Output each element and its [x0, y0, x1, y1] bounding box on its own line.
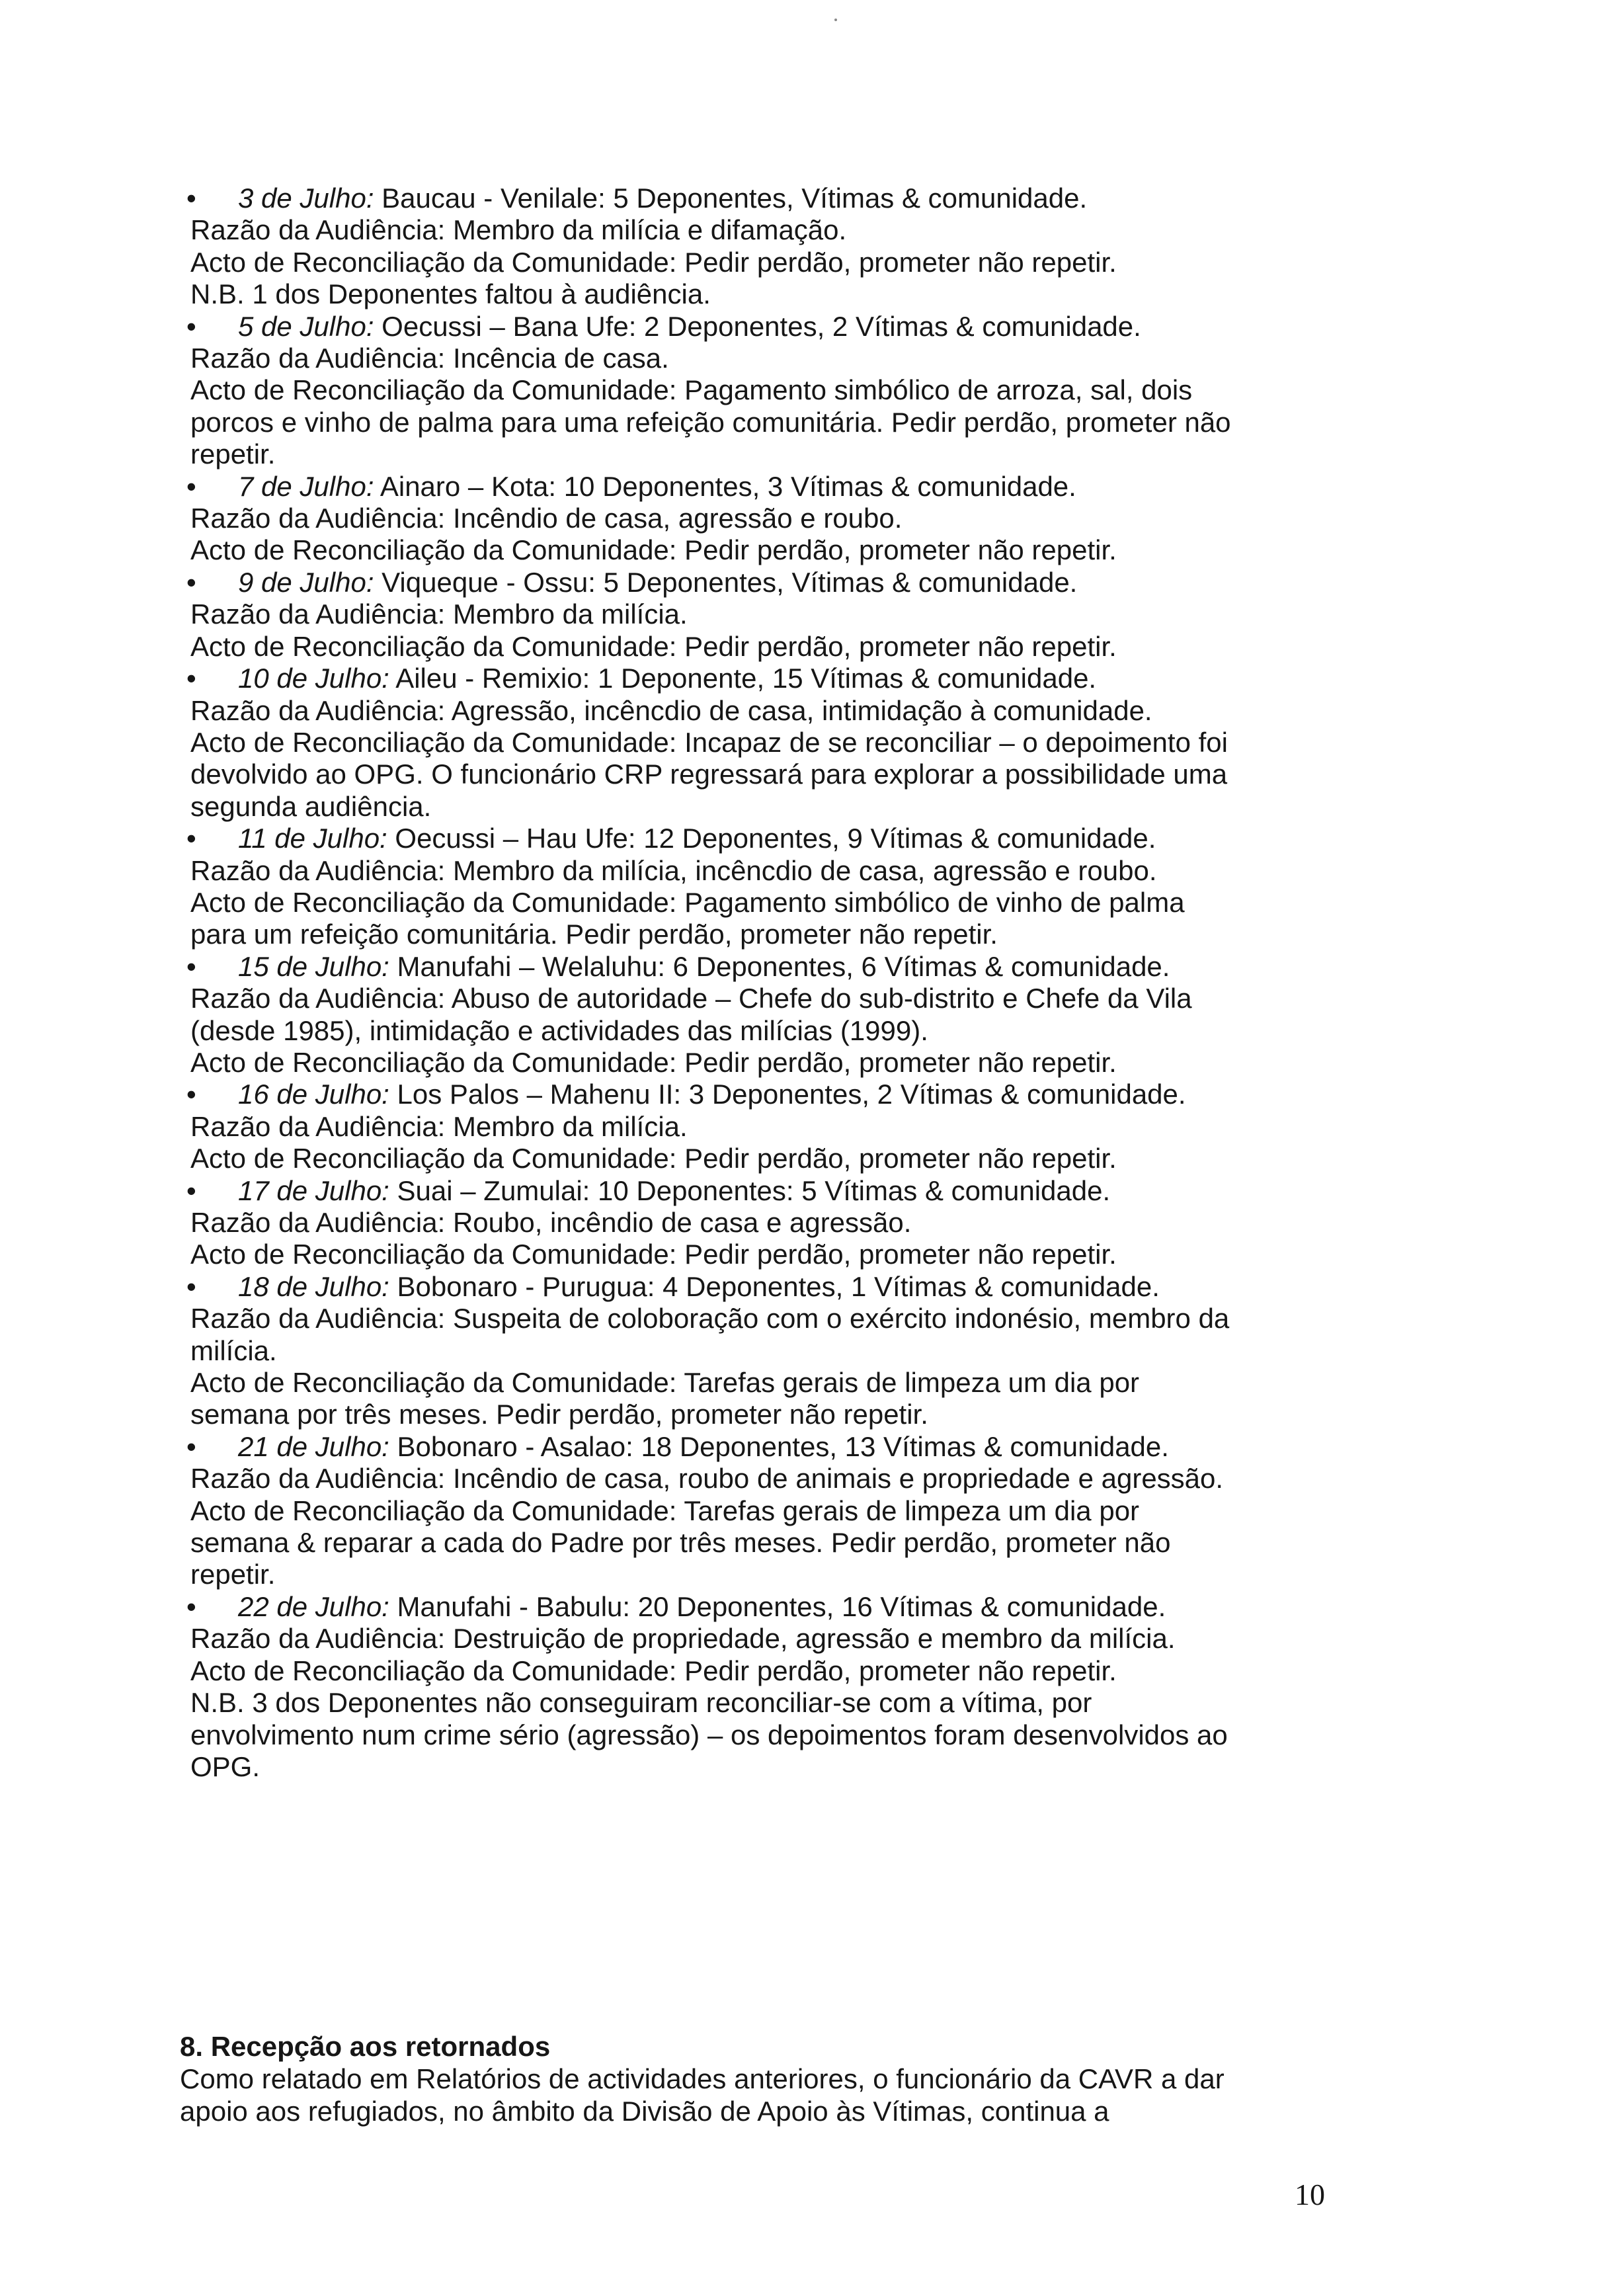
bullet-icon: • [186, 1079, 196, 1110]
hearing-date: 15 de Julho: [238, 950, 389, 982]
bullet-icon: • [186, 183, 196, 214]
hearing-location: Manufahi – Welaluhu: 6 Deponentes, 6 Vítimas & comunidade. [389, 950, 1170, 982]
hearing-entry [186, 566, 1367, 663]
hearing-location: Ainaro – Kota: 10 Deponentes, 3 Vítimas & comunidade. [374, 470, 1076, 502]
hearing-date: 5 de Julho: [238, 310, 374, 342]
hearing-detail-line: Acto de Reconciliação da Comunidade: Pagamento simbólico de vinho de palma [190, 886, 1185, 918]
hearing-detail-line: Acto de Reconciliação da Comunidade: Incapaz de se reconciliar – o depoimento foi [190, 726, 1228, 758]
hearings-list [186, 183, 1367, 1783]
hearing-entry [186, 1174, 1367, 1271]
hearing-detail-line: devolvido ao OPG. O funcionário CRP regressará para explorar a possibilidade uma [190, 758, 1228, 790]
hearing-bullet-line [186, 1175, 1367, 1207]
hearing-detail-line: para um refeição comunitária. Pedir perdão, prometer não repetir. [190, 919, 998, 950]
bullet-icon: • [186, 1590, 196, 1622]
hearing-date: 10 de Julho: [238, 663, 389, 694]
hearing-location: Viqueque - Ossu: 5 Deponentes, Vítimas & comunidade. [374, 566, 1078, 598]
hearing-entry [186, 183, 1367, 311]
section-8 [180, 2030, 1370, 2127]
hearing-detail-line: Acto de Reconciliação da Comunidade: Pedir perdão, prometer não repetir. [190, 1143, 1117, 1174]
hearing-detail-line: Acto de Reconciliação da Comunidade: Pedir perdão, prometer não repetir. [190, 1046, 1117, 1078]
hearing-detail-line: Razão da Audiência: Suspeita de coloboração com o exército indonésio, membro da [190, 1303, 1230, 1334]
hearing-detail-line: Razão da Audiência: Agressão, incêncdio de casa, intimidação à comunidade. [190, 694, 1152, 726]
hearing-entry [186, 1590, 1367, 1783]
hearing-detail-line: Razão da Audiência: Incência de casa. [190, 343, 669, 374]
bullet-icon: • [186, 1174, 196, 1206]
hearing-date: 3 de Julho: [238, 183, 374, 214]
hearing-date: 22 de Julho: [238, 1590, 389, 1622]
bullet-icon: • [186, 566, 196, 598]
hearing-detail-line: Razão da Audiência: Membro da milícia. [190, 1110, 688, 1142]
hearing-date: 9 de Julho: [238, 566, 374, 598]
hearing-detail-line: Razão da Audiência: Membro da milícia. [190, 598, 688, 630]
bullet-icon: • [186, 1270, 196, 1302]
hearing-entry [186, 663, 1367, 823]
bullet-icon: • [186, 663, 196, 694]
bullet-icon: • [186, 950, 196, 982]
hearing-detail-line: Acto de Reconciliação da Comunidade: Pedir perdão, prometer não repetir. [190, 1239, 1117, 1270]
hearing-detail-line: repetir. [190, 438, 276, 470]
hearing-detail-line: N.B. 1 dos Deponentes faltou à audiência. [190, 278, 711, 310]
hearing-bullet-line [186, 1431, 1367, 1463]
hearing-detail-line: Razão da Audiência: Abuso de autoridade – Chefe do sub-distrito e Chefe da Vila [190, 983, 1192, 1014]
hearing-entry [186, 1430, 1367, 1591]
hearing-detail-line: Acto de Reconciliação da Comunidade: Pedir perdão, prometer não repetir. [190, 630, 1117, 662]
hearing-detail-line: segunda audiência. [190, 790, 432, 822]
hearing-detail-line: semana & reparar a cada do Padre por três meses. Pedir perdão, prometer não [190, 1527, 1171, 1559]
hearing-entry [186, 823, 1367, 951]
hearing-location: Bobonaro - Asalao: 18 Deponentes, 13 Vítimas & comunidade. [389, 1430, 1169, 1462]
hearing-detail-line: Razão da Audiência: Membro da milícia, incêncdio de casa, agressão e roubo. [190, 854, 1157, 886]
hearing-bullet-line [186, 183, 1367, 214]
hearing-bullet-line [186, 1271, 1367, 1303]
hearing-detail-line: repetir. [190, 1559, 276, 1590]
hearing-bullet-line [186, 663, 1367, 694]
hearing-location: Suai – Zumulai: 10 Deponentes: 5 Vítimas & comunidade. [389, 1174, 1111, 1206]
hearing-detail-line: Acto de Reconciliação da Comunidade: Tarefas gerais de limpeza um dia por [190, 1367, 1140, 1399]
hearing-detail-line: Razão da Audiência: Incêndio de casa, agressão e roubo. [190, 503, 903, 534]
bullet-icon: • [186, 1430, 196, 1462]
hearing-detail-line: semana por três meses. Pedir perdão, prometer não repetir. [190, 1399, 928, 1430]
hearing-bullet-line [186, 567, 1367, 598]
hearing-date: 21 de Julho: [238, 1430, 389, 1462]
hearing-location: Manufahi - Babulu: 20 Deponentes, 16 Vítimas & comunidade. [389, 1590, 1166, 1622]
hearing-detail-line: Razão da Audiência: Destruição de propriedade, agressão e membro da milícia. [190, 1623, 1176, 1655]
hearing-detail-line: Acto de Reconciliação da Comunidade: Tarefas gerais de limpeza um dia por [190, 1495, 1140, 1526]
hearing-detail-line: envolvimento num crime sério (agressão) – os depoimentos foram desenvolvidos ao [190, 1719, 1228, 1750]
hearing-entry [186, 950, 1367, 1079]
hearing-entry [186, 1079, 1367, 1174]
hearing-location: Oecussi – Bana Ufe: 2 Deponentes, 2 Vítimas & comunidade. [374, 310, 1141, 342]
hearing-entry [186, 310, 1367, 471]
hearing-detail-line: Acto de Reconciliação da Comunidade: Pedir perdão, prometer não repetir. [190, 534, 1117, 566]
hearing-detail-line: N.B. 3 dos Deponentes não conseguiram reconciliar-se com a vítima, por [190, 1687, 1092, 1719]
hearing-detail-line: Acto de Reconciliação da Comunidade: Pedir perdão, prometer não repetir. [190, 1655, 1117, 1686]
hearing-detail-line: OPG. [190, 1750, 261, 1782]
hearing-detail-line: milícia. [190, 1334, 277, 1366]
page-number: 10 [1295, 2178, 1325, 2211]
scan-speck [834, 19, 837, 21]
hearing-detail-line: Acto de Reconciliação da Comunidade: Pedir perdão, prometer não repetir. [190, 246, 1117, 278]
hearing-bullet-line [186, 1079, 1367, 1110]
hearing-location: Baucau - Venilale: 5 Deponentes, Vítimas & comunidade. [374, 183, 1088, 214]
hearing-bullet-line [186, 951, 1367, 983]
section-heading: 8. Recepção aos retornados [180, 2031, 551, 2062]
hearing-location: Los Palos – Mahenu II: 3 Deponentes, 2 Vítimas & comunidade. [389, 1079, 1186, 1110]
hearing-date: 18 de Julho: [238, 1270, 389, 1302]
hearing-detail-line: Acto de Reconciliação da Comunidade: Pagamento simbólico de arroza, sal, dois [190, 374, 1193, 406]
hearing-date: 16 de Julho: [238, 1079, 389, 1110]
hearing-location: Oecussi – Hau Ufe: 12 Deponentes, 9 Vítimas & comunidade. [387, 823, 1156, 854]
hearing-detail-line: Razão da Audiência: Roubo, incêndio de casa e agressão. [190, 1207, 912, 1238]
bullet-icon: • [186, 470, 196, 502]
hearing-detail-line: Razão da Audiência: Incêndio de casa, roubo de animais e propriedade e agressão. [190, 1463, 1224, 1495]
hearing-detail-line: porcos e vinho de palma para uma refeição comunitária. Pedir perdão, prometer não [190, 406, 1231, 438]
hearing-entry [186, 470, 1367, 567]
section-line: apoio aos refugiados, no âmbito da Divisão de Apoio às Vítimas, continua a [180, 2096, 1109, 2127]
hearing-location: Bobonaro - Purugua: 4 Deponentes, 1 Vítimas & comunidade. [389, 1270, 1160, 1302]
hearing-date: 7 de Julho: [238, 470, 374, 502]
hearing-detail-line: (desde 1985), intimidação e actividades das milícias (1999). [190, 1014, 928, 1046]
hearing-date: 17 de Julho: [238, 1174, 389, 1206]
section-line: Como relatado em Relatórios de actividades anteriores, o funcionário da CAVR a dar [180, 2063, 1225, 2094]
bullet-icon: • [186, 823, 196, 854]
hearing-bullet-line [186, 311, 1367, 343]
hearing-detail-line: Razão da Audiência: Membro da milícia e difamação. [190, 214, 847, 246]
hearing-entry [186, 1270, 1367, 1431]
hearing-bullet-line [186, 823, 1367, 854]
hearing-date: 11 de Julho: [238, 823, 387, 854]
hearing-bullet-line [186, 1591, 1367, 1623]
bullet-icon: • [186, 310, 196, 342]
hearing-location: Aileu - Remixio: 1 Deponente, 15 Vítimas & comunidade. [389, 663, 1097, 694]
hearing-bullet-line [186, 471, 1367, 503]
